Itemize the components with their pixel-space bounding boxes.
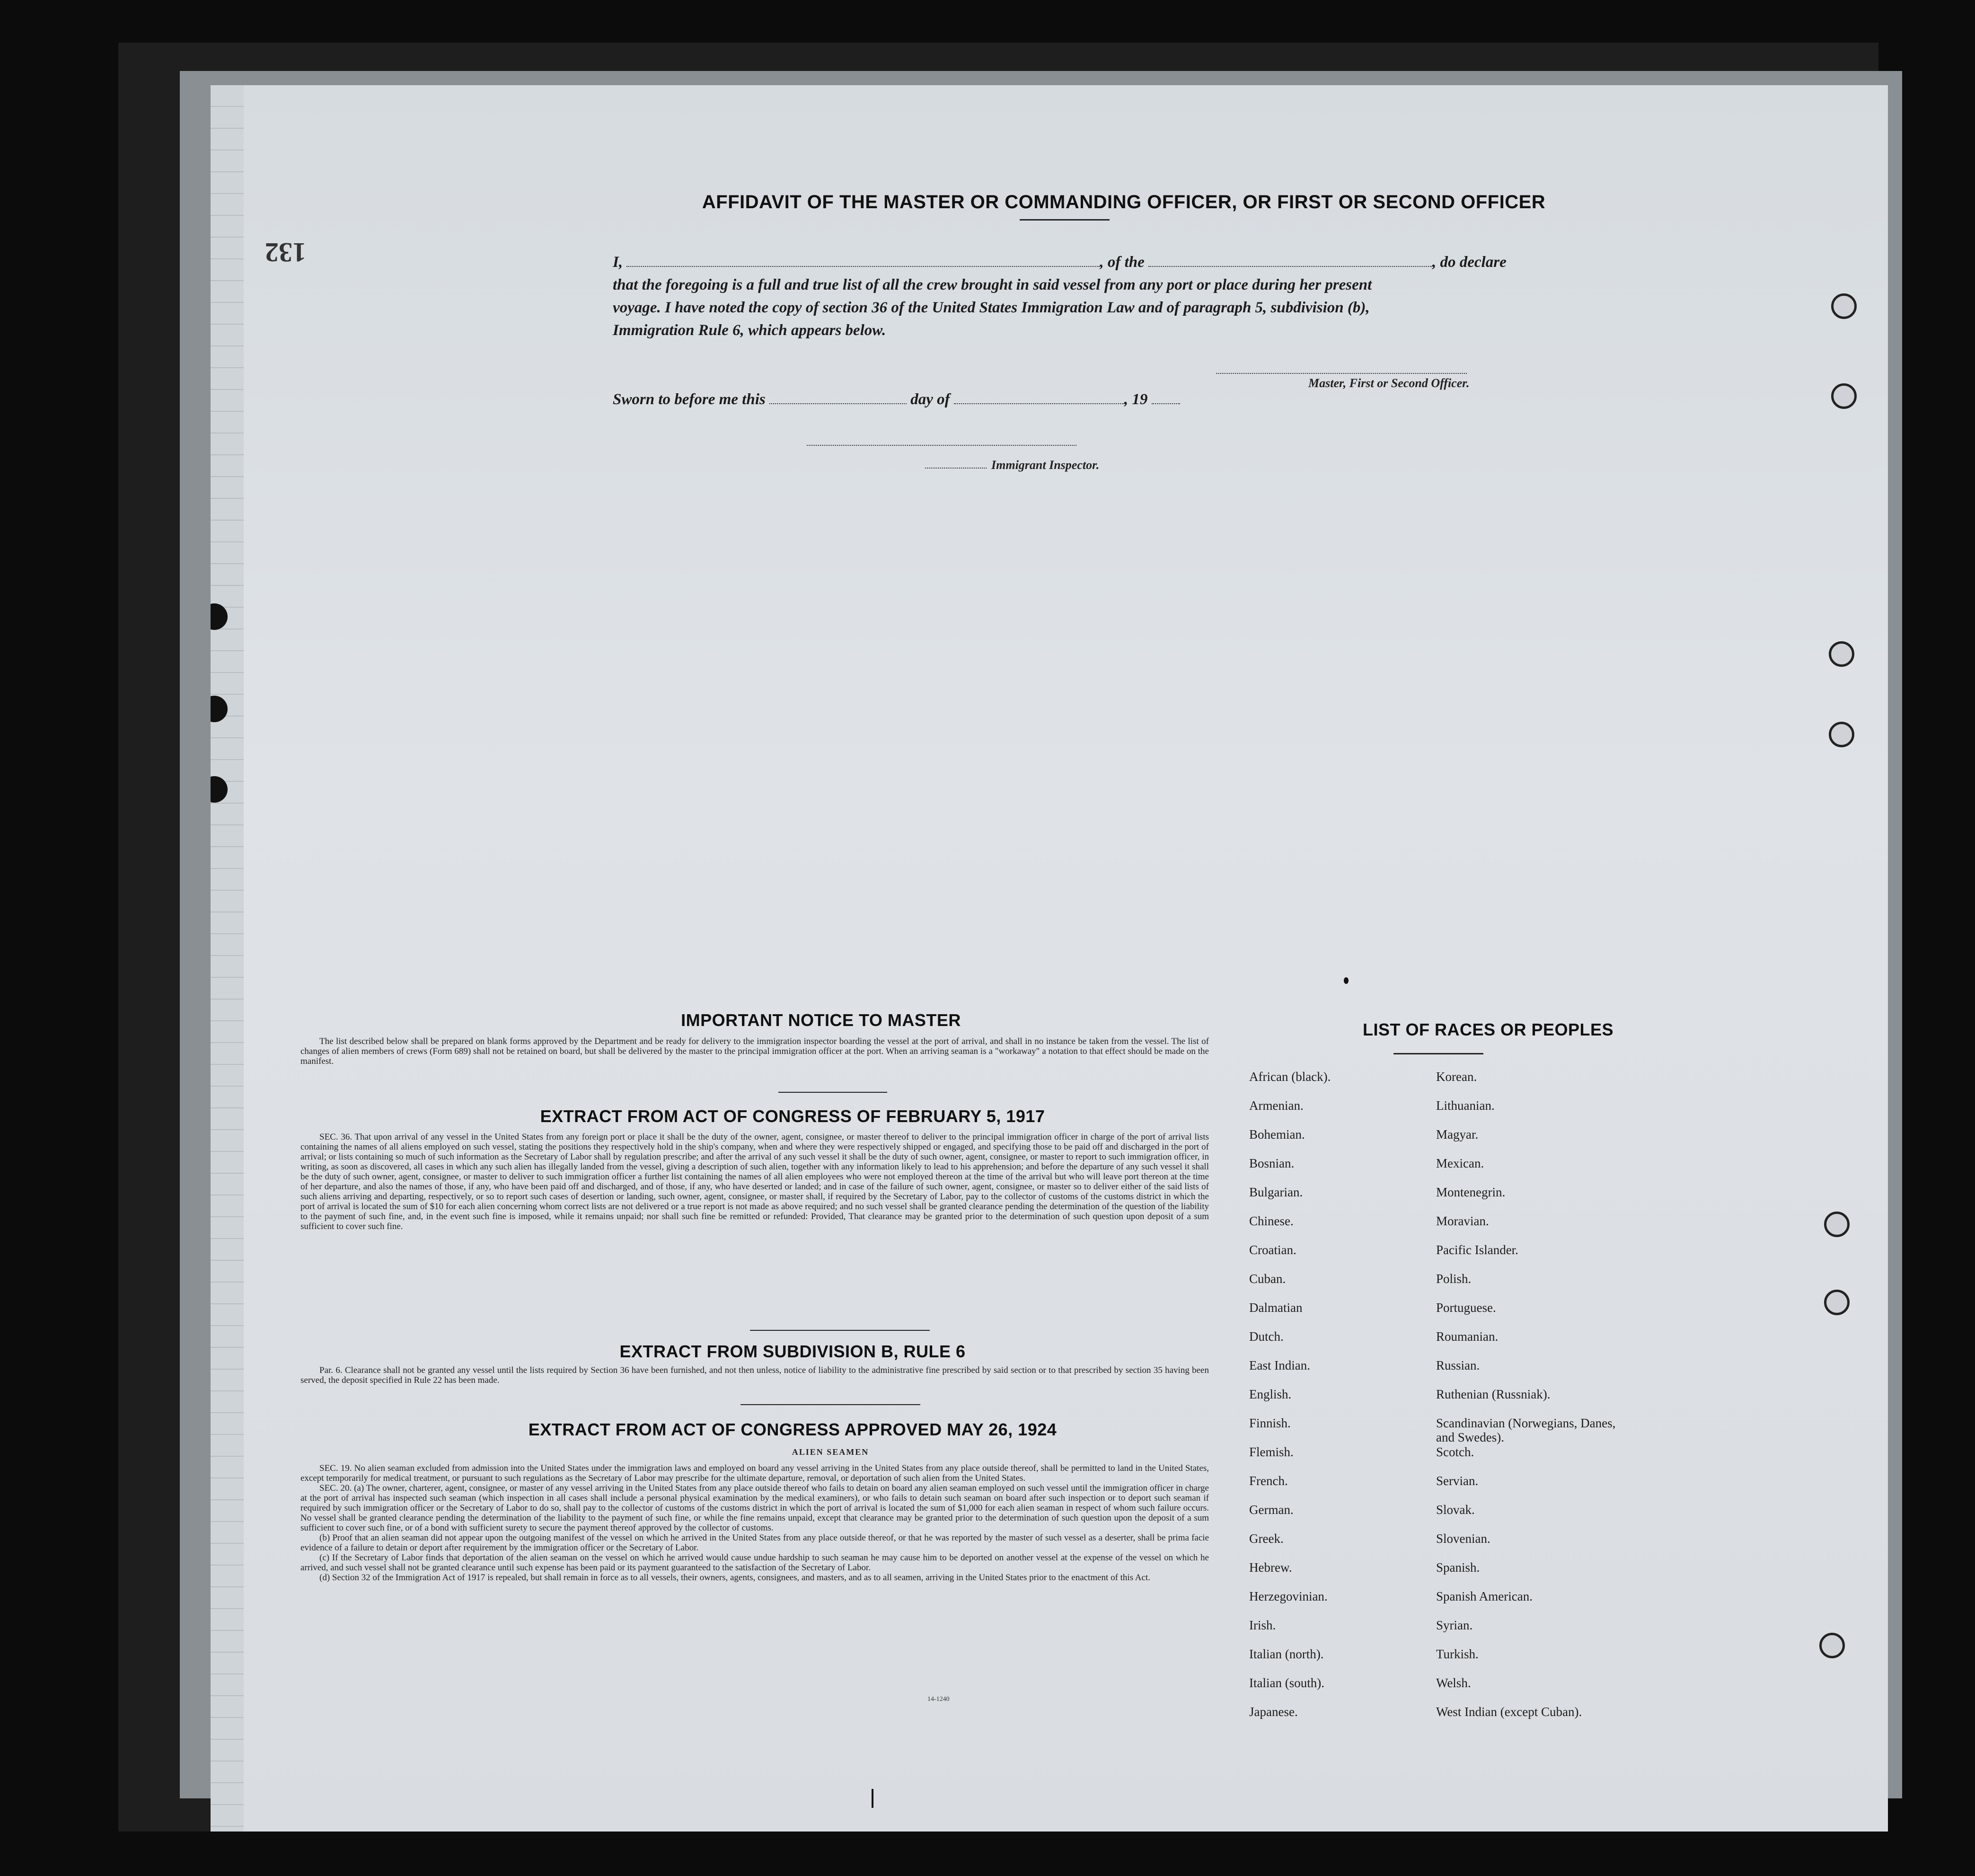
- sec-20a-paragraph: SEC. 20. (a) The owner, charterer, agent, consignee, or master of any vessel arriving in the United States from any place outside thereof who fails to detain on board any alien seaman employed on such vessel until the immigration officer in charge at the port of arrival has inspected such seaman (which inspection in all cases shall include a personal physical examination by the medical examiners), or who fails to detain such seaman on board after such inspection or to deport such seaman if required by such immigration officer or the Secretary of Labor to do so, shall pay to the collector of customs of the customs district in which the port of arrival is located the sum of $1,000 for each alien seaman in respect of whom such failure occurs. No vessel shall be granted clearance pending the determination of the liability to the payment of such fine, or while the fine remains unpaid, except that clearance may be granted prior to the determination of such question upon the deposit of a sum sufficient to cover such fine, or of a bond with sufficient surety to secure the payment thereof approved by the collector of customs.: [300, 1483, 1209, 1533]
- races-title: LIST OF RACES OR PEOPLES: [1362, 1020, 1614, 1039]
- sec-20d-paragraph: (d) Section 32 of the Immigration Act of 1917 is repealed, but shall remain in force as to all vessels, their owners, agents, consignees, and masters, and as to all seamen, arriving in the United States prior to the enactment of this Act.: [319, 1573, 1150, 1583]
- vessel-blank[interactable]: [1148, 254, 1432, 267]
- ink-mark: [1344, 977, 1349, 984]
- race-item: Syrian.: [1436, 1618, 1473, 1632]
- affidavit-line-4: Immigration Rule 6, which appears below.: [613, 322, 886, 339]
- master-signature-line[interactable]: [1216, 373, 1467, 374]
- race-item: Roumanian.: [1436, 1329, 1499, 1344]
- race-item: Korean.: [1436, 1070, 1477, 1084]
- binder-hole-icon: [1831, 383, 1857, 409]
- race-item: Cuban.: [1249, 1272, 1286, 1286]
- inspector-short-line: [925, 468, 987, 469]
- race-item: Lithuanian.: [1436, 1098, 1495, 1113]
- binder-hole-icon: [1824, 1212, 1850, 1237]
- affidavit-line-2: that the foregoing is a full and true list of all the crew brought in said vessel from any port or place during her present: [613, 276, 1372, 293]
- race-item: Japanese.: [1249, 1705, 1298, 1719]
- race-item: Moravian.: [1436, 1214, 1489, 1228]
- race-item: Herzegovinian.: [1249, 1589, 1328, 1603]
- races-divider: [1393, 1053, 1483, 1054]
- extract-1917-paragraph: SEC. 36. That upon arrival of any vessel in the United States from any foreign port or place it shall be the duty of the owner, agent, consignee, or master thereof to deliver to the principal immigration officer in charge of the port of arrival lists containing the names of all aliens employed on such vessel, stating the positions they respectively hold in the ship's company, when and where they were respectively shipped or engaged, and specifying those to be paid off and discharged in the port of arrival; or lists containing so much of such information as the Secretary of Labor shall by regulation prescribe; and after the arrival of any such vessel it shall be the duty of such owner, agent, consignee, or master to report to such immigration officer, in writing, as soon as discovered, all cases in which any such alien has illegally landed from the vessel, giving a description of such alien, together with any information likely to lead to his apprehension; and before the departure of any such vessel it shall be the duty of such owner, agent, consignee, or master to deliver to such immigration officer a further list containing the names of all alien employees who were not employed thereon at the time of the arrival but who will leave port thereon at the time of her departure, and also the names of those, if any, who have been paid off and discharged, and of those, if any, who have deserted or landed; and in case of the failure of such owner, agent, consignee, or master so to deliver either of the said lists of such aliens arriving and departing, respectively, or so to report such cases of desertion or landing, such owner, agent, consignee, or master shall, if required by the Secretary of Labor, pay to the collector of customs of the customs district in which the port of arrival is located the sum of $10 for each alien concerning whom correct lists are not delivered or a true report is not made as above required; and no such vessel shall be granted clearance pending the determination of the question of the liability to the payment of such fine, and, in the event such fine is imposed, while it remains unpaid; nor shall such fine be remitted or refunded: Provided, That clearance may be granted prior to the determination of such question upon deposit of a sum sufficient to cover such fine.: [300, 1132, 1209, 1231]
- sworn-year: , 19: [1124, 391, 1148, 408]
- sec-20c-paragraph: (c) If the Secretary of Labor finds that deportation of the alien seaman on the vessel on which he arrived would cause undue hardship to such seaman he may cause him to be deported on another vessel at the expense of the vessel on which he arrived, and such vessel shall not be granted clearance until such expense has been paid or its payment guaranteed to the satisfaction of the Secretary of Labor.: [300, 1553, 1209, 1573]
- races-column-2: [1436, 1070, 1616, 1734]
- race-item: West Indian (except Cuban).: [1436, 1705, 1582, 1719]
- race-item: Flemish.: [1249, 1445, 1294, 1459]
- inspector-signature-line[interactable]: [807, 445, 1076, 446]
- extract-rule6-paragraph: Par. 6. Clearance shall not be granted any vessel until the lists required by Section 36 have been furnished, and not then unless, notice of liability to the administrative fine prescribed by said section or to that prescribed by section 35 having been served, the deposit specified in Rule 22 has been made.: [300, 1365, 1209, 1385]
- extract-1924-title: EXTRACT FROM ACT OF CONGRESS APPROVED MAY 26, 1924: [528, 1420, 1057, 1439]
- race-item: Servian.: [1436, 1474, 1479, 1488]
- extract-rule6-text: [300, 1365, 1209, 1385]
- race-item: Croatian.: [1249, 1243, 1296, 1257]
- binder-hole-icon: [1829, 641, 1854, 667]
- sworn-year-blank[interactable]: [1152, 391, 1180, 404]
- race-item: French.: [1249, 1474, 1288, 1488]
- race-item: Bohemian.: [1249, 1127, 1305, 1142]
- race-item: Ruthenian (Russniak).: [1436, 1387, 1551, 1401]
- race-item: Italian (south).: [1249, 1676, 1324, 1690]
- name-blank[interactable]: [626, 254, 1100, 267]
- document-page: [211, 85, 1888, 1832]
- race-item: Dalmatian: [1249, 1301, 1303, 1315]
- extract-rule6-divider: [741, 1404, 920, 1405]
- race-item: Greek.: [1249, 1531, 1284, 1546]
- title-underline: [1020, 219, 1110, 221]
- races-column-1: [1249, 1070, 1448, 1734]
- extract-1924-text: [300, 1463, 1209, 1583]
- race-item: Hebrew.: [1249, 1560, 1292, 1575]
- race-item: Slovenian.: [1436, 1531, 1490, 1546]
- race-item: Polish.: [1436, 1272, 1472, 1286]
- sworn-line: [613, 388, 1644, 411]
- race-item: East Indian.: [1249, 1358, 1310, 1372]
- race-item: African (black).: [1249, 1070, 1331, 1084]
- race-item: Italian (north).: [1249, 1647, 1324, 1661]
- notice-text: [300, 1036, 1209, 1066]
- race-item: Scotch.: [1436, 1445, 1474, 1459]
- extract-1917-text: [300, 1132, 1209, 1231]
- binder-hole-icon: [1831, 293, 1857, 319]
- sworn-prefix: Sworn to before me this: [613, 391, 766, 408]
- sec-19-paragraph: SEC. 19. No alien seaman excluded from admission into the United States under the immigration laws and employed on board any vessel arriving in the United States from any place outside thereof, shall be permitted to land in the United States, except temporarily for medical treatment, or pursuant to such regulations as the Secretary of Labor may prescribe for the ultimate departure, removal, or deportation of such alien from the United States.: [300, 1463, 1209, 1483]
- race-item: German.: [1249, 1503, 1294, 1517]
- notice-divider: [778, 1092, 887, 1093]
- affidavit-title: AFFIDAVIT OF THE MASTER OR COMMANDING OFFICER, OR FIRST OR SECOND OFFICER: [702, 192, 1546, 212]
- affidavit-of-the: , of the: [1100, 254, 1145, 271]
- race-item: Montenegrin.: [1436, 1185, 1506, 1199]
- inspector-label: Immigrant Inspector.: [991, 458, 1100, 472]
- race-item: Bulgarian.: [1249, 1185, 1303, 1199]
- notice-title: IMPORTANT NOTICE TO MASTER: [681, 1010, 961, 1030]
- race-item: Welsh.: [1436, 1676, 1471, 1690]
- extract-1917-divider: [750, 1330, 930, 1331]
- race-item: Chinese.: [1249, 1214, 1294, 1228]
- binder-hole-icon: [1829, 722, 1854, 747]
- bottom-tick: [872, 1789, 873, 1808]
- form-number: 14-1240: [927, 1696, 950, 1703]
- race-item: Irish.: [1249, 1618, 1276, 1632]
- race-item: Spanish.: [1436, 1560, 1480, 1575]
- sworn-month-blank[interactable]: [954, 391, 1124, 404]
- sec-20b-paragraph: (b) Proof that an alien seaman did not appear upon the outgoing manifest of the vessel on which he arrived in the United States from any place outside thereof, or that he was reported by the master of such vessel as a deserter, shall be prima facie evidence of a failure to detain or deport after requirement by the immigration officer or the Secretary of Labor.: [300, 1533, 1209, 1553]
- master-signature-label: Master, First or Second Officer.: [1308, 376, 1470, 390]
- race-item: Dutch.: [1249, 1329, 1284, 1344]
- binder-hole-icon: [1819, 1633, 1845, 1658]
- race-item: Slovak.: [1436, 1503, 1475, 1517]
- affidavit-line-1: [613, 251, 1644, 274]
- extract-rule6-title: EXTRACT FROM SUBDIVISION B, RULE 6: [619, 1342, 966, 1361]
- extract-1917-title: EXTRACT FROM ACT OF CONGRESS OF FEBRUARY 5, 1917: [540, 1106, 1045, 1126]
- race-item: Spanish American.: [1436, 1589, 1533, 1603]
- affidavit-declare: , do declare: [1432, 254, 1507, 271]
- race-item: Scandinavian (Norwegians, Danes, and Swedes).: [1436, 1416, 1616, 1444]
- race-item: English.: [1249, 1387, 1292, 1401]
- race-item: Finnish.: [1249, 1416, 1291, 1430]
- race-item: Armenian.: [1249, 1098, 1304, 1113]
- sworn-day-of: day of: [910, 391, 950, 408]
- binder-hole-icon: [1824, 1290, 1850, 1315]
- race-item: Russian.: [1436, 1358, 1480, 1372]
- ledger-strip: [211, 85, 244, 1832]
- margin-page-number: 132: [265, 237, 306, 268]
- affidavit-line-3: voyage. I have noted the copy of section 36 of the United States Immigration Law and of paragraph 5, subdivision (b),: [613, 299, 1370, 316]
- notice-paragraph: The list described below shall be prepared on blank forms approved by the Department and be ready for delivery to the immigration inspector boarding the vessel at the port of arrival, and shall in no instance be taken from the vessel. The list of changes of alien members of crews (Form 689) shall not be retained on board, but shall be delivered by the master to the principal immigration officer at the port. When an arriving seaman is a "workaway" a notation to that effect should be made on the manifest.: [300, 1036, 1209, 1066]
- sworn-day-blank[interactable]: [769, 391, 907, 404]
- race-item: Pacific Islander.: [1436, 1243, 1518, 1257]
- race-item: Mexican.: [1436, 1156, 1484, 1170]
- alien-seamen-subtitle: ALIEN SEAMEN: [792, 1447, 869, 1457]
- affidavit-i: I,: [613, 254, 623, 271]
- race-item: Bosnian.: [1249, 1156, 1295, 1170]
- race-item: Turkish.: [1436, 1647, 1479, 1661]
- race-item: Magyar.: [1436, 1127, 1479, 1142]
- race-item: Portuguese.: [1436, 1301, 1496, 1315]
